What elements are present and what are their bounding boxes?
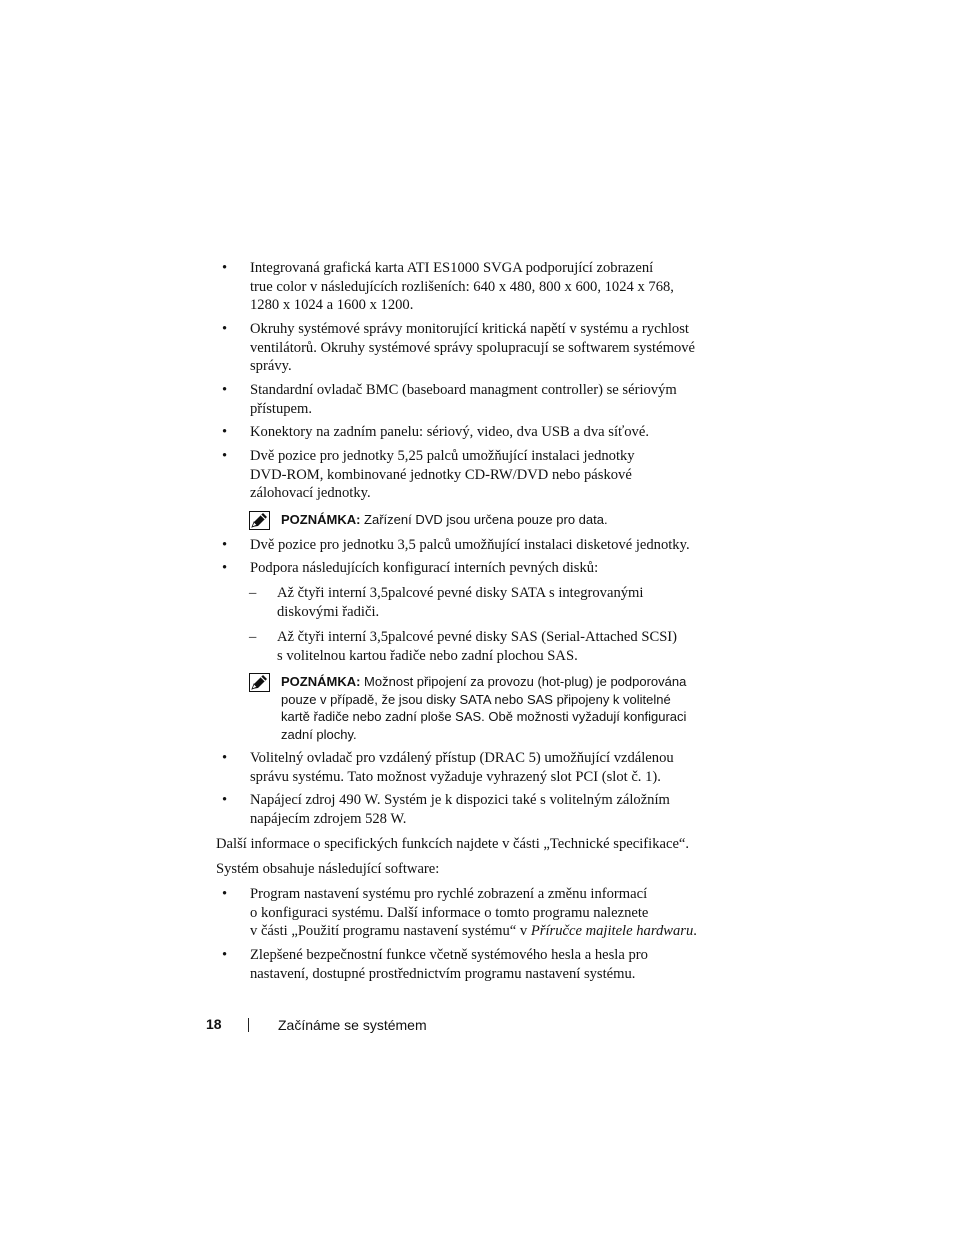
- list-item-text: Integrovaná grafická karta ATI ES1000 SVGA podporující zobrazení true color v následujících rozlišeních: 640 x 480, 800 x 600, 1024 x 768, 1280 x 1024 a 1600 x 1200.: [250, 260, 674, 314]
- note-body: Zařízení DVD jsou určena pouze pro data.: [360, 512, 608, 527]
- list-item-text: Podpora následujících konfigurací interních pevných disků:: [250, 560, 599, 576]
- list-item-text: Okruhy systémové správy monitorující kritická napětí v systému a rychlost ventilátorů. Okruhy systémové správy spolupracují se softwarem systémové správy.: [250, 321, 696, 375]
- body-paragraph: Další informace o specifických funkcích najdete v části „Technické specifikace“.: [216, 836, 690, 852]
- bullet-marker: •: [222, 886, 228, 902]
- list-item-text: Standardní ovladač BMC (baseboard managment controller) se sériovým přístupem.: [250, 382, 677, 417]
- manual-title-reference: Příručce majitele hardwaru: [530, 923, 694, 940]
- note-label: POZNÁMKA:: [281, 674, 361, 689]
- bullet-marker: •: [222, 537, 228, 553]
- sub-list-item-text: Až čtyři interní 3,5palcové pevné disky SAS (Serial-Attached SCSI) s volitelnou kartou řadiče nebo zadní plochou SAS.: [277, 629, 678, 664]
- dash-marker: –: [249, 629, 257, 645]
- body-paragraph: Systém obsahuje následující software:: [216, 861, 440, 877]
- chapter-title: Začínáme se systémem: [278, 1017, 427, 1033]
- bullet-marker: •: [222, 260, 228, 276]
- note-body: Možnost připojení za provozu (hot-plug) je podporována pouze v případě, že jsou disky SATA nebo SAS připojeny k volitelné kartě řadiče nebo zadní ploše SAS. Obě možnosti vyžadují konfiguraci zadní plochy.: [281, 674, 687, 742]
- note-text: [281, 673, 721, 743]
- list-item-text-part: Program nastavení systému pro rychlé zobrazení a změnu informací o konfiguraci systému. Další informace o tomto programu naleznete v části „Použití programu nastavení systému“ v: [250, 886, 649, 940]
- list-item-text: Volitelný ovladač pro vzdálený přístup (DRAC 5) umožňující vzdálenou správu systému. Tato možnost vyžaduje vyhrazený slot PCI (slot č. 1).: [250, 750, 674, 785]
- list-item-text-end: .: [693, 923, 697, 940]
- page-footer: [0, 1014, 954, 1036]
- pencil-note-icon: [249, 673, 270, 692]
- page-number: 18: [206, 1016, 222, 1032]
- list-item-text: Dvě pozice pro jednotku 3,5 palců umožňující instalaci disketové jednotky.: [250, 537, 690, 553]
- sub-list-item-text: Až čtyři interní 3,5palcové pevné disky SATA s integrovanými diskovými řadiči.: [277, 585, 644, 620]
- bullet-marker: •: [222, 947, 228, 963]
- footer-divider: [248, 1018, 249, 1032]
- bullet-marker: •: [222, 424, 228, 440]
- list-item-text: [250, 885, 718, 941]
- pencil-note-icon: [249, 511, 270, 530]
- bullet-marker: •: [222, 321, 228, 337]
- note-text: [281, 511, 721, 529]
- dash-marker: –: [249, 585, 257, 601]
- bullet-marker: •: [222, 382, 228, 398]
- bullet-marker: •: [222, 448, 228, 464]
- note-label: POZNÁMKA:: [281, 512, 361, 527]
- list-item-text: Konektory na zadním panelu: sériový, video, dva USB a dva síťové.: [250, 424, 649, 440]
- list-item-text: Napájecí zdroj 490 W. Systém je k dispozici také s volitelným záložním napájecím zdrojem 528 W.: [250, 792, 670, 827]
- list-item-text: Zlepšené bezpečnostní funkce včetně systémového hesla a hesla pro nastavení, dostupné prostřednictvím programu nastavení systému.: [250, 947, 648, 982]
- bullet-marker: •: [222, 560, 228, 576]
- bullet-marker: •: [222, 792, 228, 808]
- list-item-text: Dvě pozice pro jednotky 5,25 palců umožňující instalaci jednotky DVD-ROM, kombinované jednotky CD-RW/DVD nebo páskové zálohovací jednotky.: [250, 448, 635, 502]
- bullet-marker: •: [222, 750, 228, 766]
